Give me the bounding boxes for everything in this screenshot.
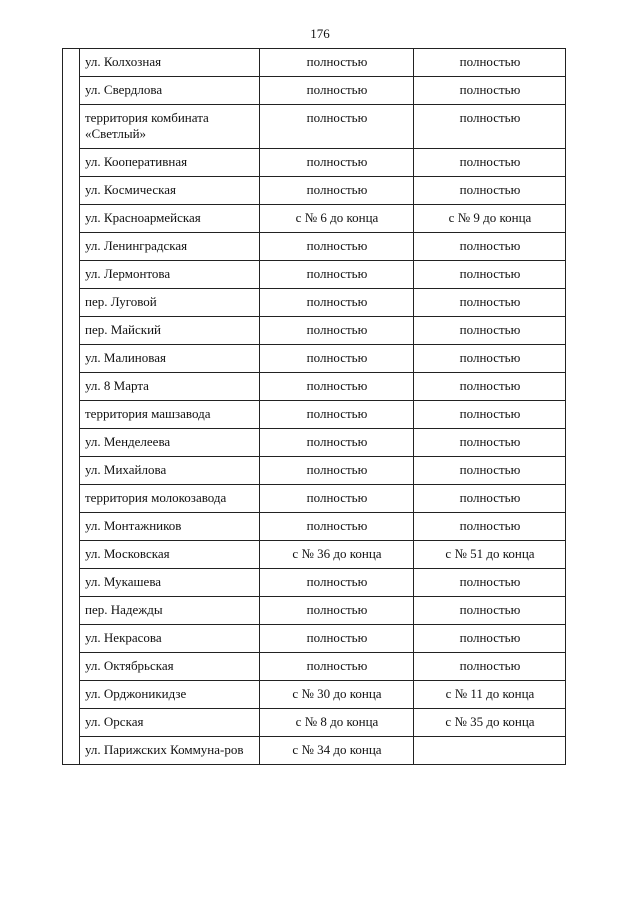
street-cell: территория комбината «Светлый» xyxy=(80,105,260,149)
street-cell: ул. Лермонтова xyxy=(80,261,260,289)
table-row xyxy=(63,541,566,569)
range-even-cell: полностью xyxy=(414,261,566,289)
range-odd-cell: полностью xyxy=(260,233,414,261)
table-row xyxy=(63,429,566,457)
table-row xyxy=(63,205,566,233)
range-odd-cell: полностью xyxy=(260,429,414,457)
margin-column xyxy=(63,49,80,765)
range-odd-cell: полностью xyxy=(260,513,414,541)
table-row xyxy=(63,737,566,765)
street-cell: пер. Майский xyxy=(80,317,260,345)
range-even-cell: полностью xyxy=(414,401,566,429)
street-cell: ул. Октябрьская xyxy=(80,653,260,681)
range-odd-cell: с № 6 до конца xyxy=(260,205,414,233)
street-cell: ул. Менделеева xyxy=(80,429,260,457)
range-even-cell: полностью xyxy=(414,317,566,345)
table-row xyxy=(63,77,566,105)
table-row xyxy=(63,261,566,289)
street-cell: ул. Некрасова xyxy=(80,625,260,653)
range-even-cell: полностью xyxy=(414,289,566,317)
page-number: 176 xyxy=(310,26,330,41)
range-odd-cell: полностью xyxy=(260,485,414,513)
table-row xyxy=(63,681,566,709)
range-odd-cell: полностью xyxy=(260,49,414,77)
range-odd-cell: полностью xyxy=(260,77,414,105)
range-odd-cell: с № 36 до конца xyxy=(260,541,414,569)
range-even-cell: полностью xyxy=(414,373,566,401)
range-odd-cell: полностью xyxy=(260,149,414,177)
street-cell: пер. Надежды xyxy=(80,597,260,625)
street-cell: ул. Космическая xyxy=(80,177,260,205)
table-row xyxy=(63,149,566,177)
street-cell: ул. Ленинградская xyxy=(80,233,260,261)
range-even-cell: полностью xyxy=(414,653,566,681)
street-cell: ул. Орская xyxy=(80,709,260,737)
table-row xyxy=(63,233,566,261)
range-odd-cell: полностью xyxy=(260,597,414,625)
range-even-cell: полностью xyxy=(414,177,566,205)
range-even-cell: полностью xyxy=(414,149,566,177)
range-even-cell: полностью xyxy=(414,77,566,105)
table-row xyxy=(63,289,566,317)
street-cell: ул. Монтажников xyxy=(80,513,260,541)
table-row xyxy=(63,401,566,429)
table-row xyxy=(63,709,566,737)
range-even-cell: с № 51 до конца xyxy=(414,541,566,569)
range-even-cell: полностью xyxy=(414,485,566,513)
table-body xyxy=(63,49,566,765)
range-odd-cell: с № 30 до конца xyxy=(260,681,414,709)
street-cell: ул. Колхозная xyxy=(80,49,260,77)
range-odd-cell: полностью xyxy=(260,345,414,373)
table-row xyxy=(63,345,566,373)
table-row xyxy=(63,513,566,541)
street-cell: ул. 8 Марта xyxy=(80,373,260,401)
range-odd-cell: полностью xyxy=(260,625,414,653)
street-cell: ул. Малиновая xyxy=(80,345,260,373)
range-even-cell: полностью xyxy=(414,105,566,149)
range-even-cell: полностью xyxy=(414,513,566,541)
range-even-cell: с № 9 до конца xyxy=(414,205,566,233)
table-row xyxy=(63,653,566,681)
range-even-cell: полностью xyxy=(414,429,566,457)
range-even-cell: полностью xyxy=(414,569,566,597)
range-odd-cell: полностью xyxy=(260,653,414,681)
range-even-cell: полностью xyxy=(414,345,566,373)
table-row xyxy=(63,457,566,485)
range-odd-cell: полностью xyxy=(260,105,414,149)
street-cell: ул. Красноармейская xyxy=(80,205,260,233)
range-odd-cell: полностью xyxy=(260,401,414,429)
table-row xyxy=(63,49,566,77)
street-cell: ул. Орджоникидзе xyxy=(80,681,260,709)
range-even-cell: полностью xyxy=(414,457,566,485)
streets-table xyxy=(62,48,566,765)
street-cell: ул. Михайлова xyxy=(80,457,260,485)
range-odd-cell: с № 34 до конца xyxy=(260,737,414,765)
street-cell: ул. Мукашева xyxy=(80,569,260,597)
table-row xyxy=(63,317,566,345)
range-even-cell: полностью xyxy=(414,233,566,261)
range-odd-cell: с № 8 до конца xyxy=(260,709,414,737)
street-cell: ул. Московская xyxy=(80,541,260,569)
street-cell: территория молокозавода xyxy=(80,485,260,513)
table-row xyxy=(63,373,566,401)
range-odd-cell: полностью xyxy=(260,289,414,317)
table-row xyxy=(63,625,566,653)
range-even-cell: с № 11 до конца xyxy=(414,681,566,709)
range-odd-cell: полностью xyxy=(260,373,414,401)
range-odd-cell: полностью xyxy=(260,261,414,289)
table-row xyxy=(63,569,566,597)
street-cell: ул. Свердлова xyxy=(80,77,260,105)
range-odd-cell: полностью xyxy=(260,177,414,205)
street-cell: ул. Кооперативная xyxy=(80,149,260,177)
table-row xyxy=(63,485,566,513)
range-odd-cell: полностью xyxy=(260,457,414,485)
range-even-cell: полностью xyxy=(414,625,566,653)
range-even-cell: полностью xyxy=(414,597,566,625)
street-cell: пер. Луговой xyxy=(80,289,260,317)
range-odd-cell: полностью xyxy=(260,317,414,345)
table-row xyxy=(63,177,566,205)
table-row xyxy=(63,597,566,625)
street-cell: ул. Парижских Коммуна-ров xyxy=(80,737,260,765)
range-odd-cell: полностью xyxy=(260,569,414,597)
range-even-cell xyxy=(414,737,566,765)
street-cell: территория машзавода xyxy=(80,401,260,429)
range-even-cell: полностью xyxy=(414,49,566,77)
table-row xyxy=(63,105,566,149)
range-even-cell: с № 35 до конца xyxy=(414,709,566,737)
